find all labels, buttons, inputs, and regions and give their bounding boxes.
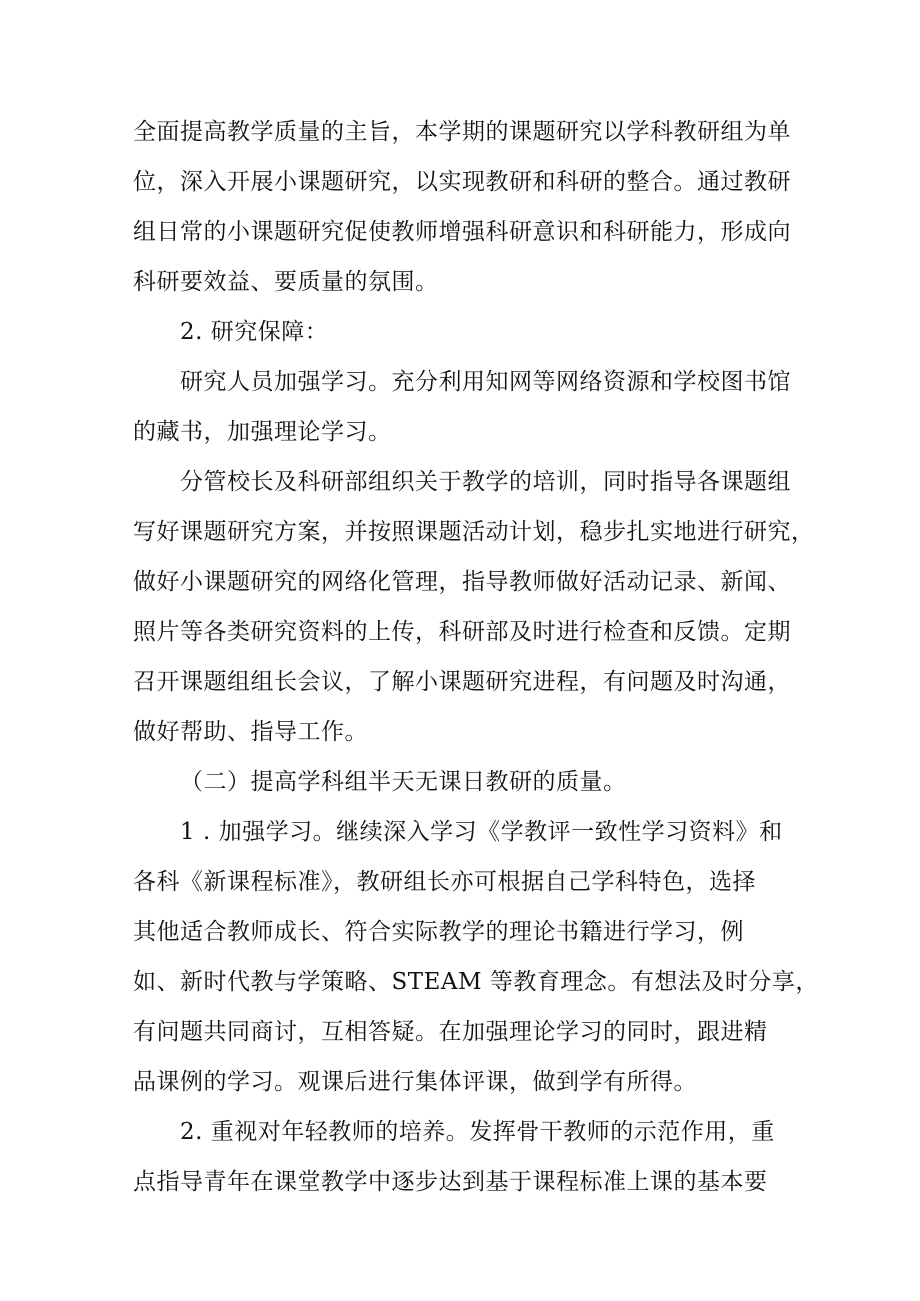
text-line: 点指导青年在课堂教学中逐步达到基于课程标准上课的基本要 (133, 1169, 768, 1195)
text-line: 品课例的学习。观课后进行集体评课，做到学有所得。 (133, 1069, 697, 1095)
text-line: 召开课题组组长会议，了解小课题研究进程，有问题及时沟通， (133, 669, 791, 695)
text-line: 全面提高教学质量的主旨，本学期的课题研究以学科教研组为单 (133, 119, 791, 145)
text-line: 位，深入开展小课题研究，以实现教研和科研的整合。通过教研 (133, 169, 791, 195)
text-line: 分管校长及科研部组织关于教学的培训，同时指导各课题组 (180, 469, 791, 495)
text-line: 做好小课题研究的网络化管理，指导教师做好活动记录、新闻、 (133, 569, 791, 595)
section-heading: （二）提高学科组半天无课日教研的质量。 (180, 769, 627, 795)
text-line: 组日常的小课题研究促使教师增强科研意识和科研能力，形成向 (133, 219, 791, 245)
section-heading: 2. 研究保障： (180, 319, 329, 345)
text-line: 的藏书，加强理论学习。 (133, 419, 392, 445)
text-line: 研究人员加强学习。充分利用知网等网络资源和学校图书馆 (180, 369, 791, 395)
text-line: 各科《新课程标准》，教研组长亦可根据自己学科特色，选择 (133, 869, 756, 895)
text-line: 科研要效益、要质量的氛围。 (133, 269, 439, 295)
text-line: 有问题共同商讨，互相答疑。在加强理论学习的同时，跟进精 (133, 1019, 768, 1045)
text-line: 如、新时代教与学策略、STEAM 等教育理念。有想法及时分享， (133, 969, 819, 995)
text-line: 1 . 加强学习。继续深入学习《学教评一致性学习资料》和 (180, 819, 783, 845)
text-line: 做好帮助、指导工作。 (133, 719, 368, 745)
text-line: 2. 重视对年轻教师的培养。发挥骨干教师的示范作用，重 (180, 1119, 775, 1145)
text-line: 其他适合教师成长、符合实际教学的理论书籍进行学习，例 (133, 919, 744, 945)
text-line: 写好课题研究方案，并按照课题活动计划，稳步扎实地进行研究， (133, 519, 815, 545)
text-line: 照片等各类研究资料的上传，科研部及时进行检查和反馈。定期 (133, 619, 791, 645)
